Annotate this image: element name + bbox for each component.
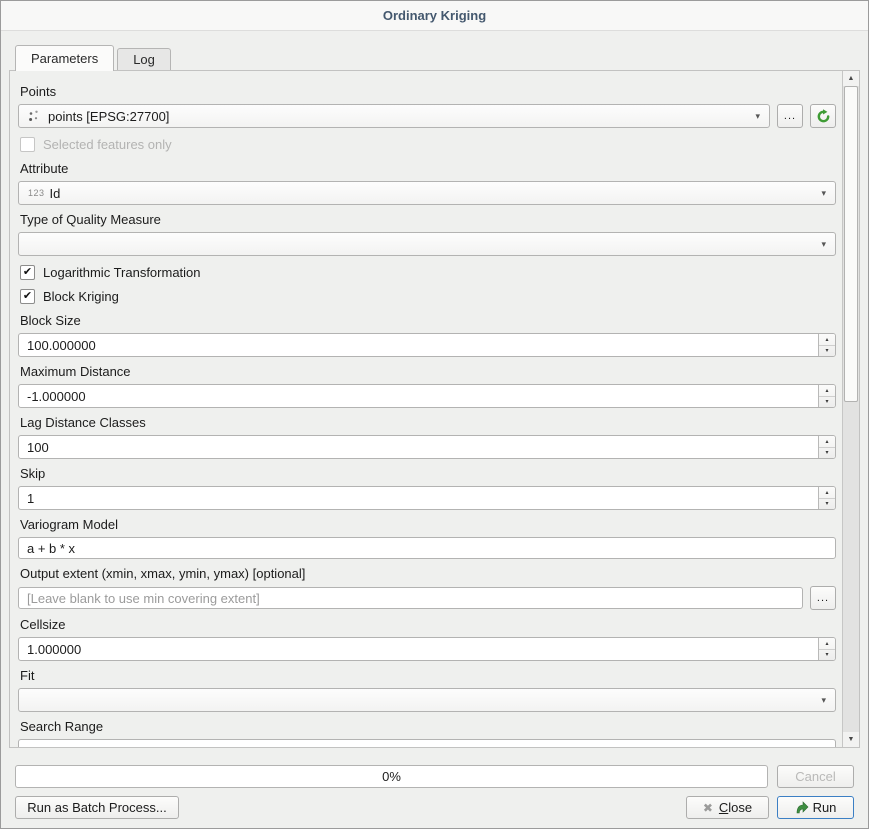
points-browse-button[interactable]: ...: [777, 104, 803, 128]
quality-measure-combobox[interactable]: [18, 232, 836, 256]
cellsize-value: 1.000000: [27, 641, 82, 657]
block-kriging-label: Block Kriging: [43, 289, 119, 304]
selected-features-checkbox[interactable]: [20, 137, 35, 152]
logarithmic-transformation-checkbox[interactable]: [20, 265, 35, 280]
tab-log[interactable]: [117, 48, 171, 70]
skip-spinbox[interactable]: [18, 486, 836, 510]
dialog-title: Ordinary Kriging: [382, 8, 487, 23]
lag-distance-classes-value: 100: [27, 439, 49, 455]
scroll-up-icon[interactable]: ▲: [843, 71, 859, 86]
points-label: Points: [20, 84, 57, 99]
point-layer-icon: [28, 110, 41, 123]
spin-down-icon[interactable]: ▾: [825, 348, 829, 355]
tab-log-label: Log: [133, 52, 155, 67]
close-button-label: Close: [718, 800, 753, 815]
points-iterate-button[interactable]: [810, 104, 836, 128]
cellsize-label: Cellsize: [20, 617, 66, 632]
cellsize-spinbox[interactable]: [18, 637, 836, 661]
block-size-spin-buttons[interactable]: [818, 334, 835, 356]
chevron-down-icon: ▾: [821, 238, 826, 249]
scroll-down-icon[interactable]: ▼: [843, 732, 859, 747]
spin-up-icon[interactable]: ▴: [819, 487, 835, 499]
skip-value: 1: [27, 490, 35, 506]
output-extent-placeholder: [Leave blank to use min covering extent]: [27, 590, 260, 606]
parameters-scroll-content: [10, 71, 842, 747]
output-extent-label: Output extent (xmin, xmax, ymin, ymax) [optional]: [20, 566, 306, 581]
run-as-batch-label: Run as Batch Process...: [27, 800, 167, 815]
block-size-label: Block Size: [20, 313, 81, 328]
scrollbar-thumb[interactable]: [844, 86, 858, 402]
spin-down-icon[interactable]: ▾: [825, 501, 829, 508]
maximum-distance-spinbox[interactable]: [18, 384, 836, 408]
check-icon: ✔: [22, 290, 33, 302]
variogram-model-value: a + b * x: [27, 540, 76, 556]
points-value: points [EPSG:27700]: [48, 108, 170, 124]
tab-parameters-label: Parameters: [31, 50, 99, 66]
chevron-down-icon: ▾: [821, 187, 826, 198]
spin-up-icon[interactable]: ▴: [819, 334, 835, 346]
spin-up-icon[interactable]: ▴: [819, 385, 835, 397]
maximum-distance-spin-buttons[interactable]: [818, 385, 835, 407]
numeric-field-icon: 123: [28, 188, 45, 198]
spin-up-icon[interactable]: ▴: [819, 638, 835, 650]
cellsize-spin-buttons[interactable]: [818, 638, 835, 660]
vertical-scrollbar[interactable]: [842, 71, 859, 747]
logarithmic-transformation-label: Logarithmic Transformation: [43, 265, 201, 280]
selected-features-label: Selected features only: [43, 137, 172, 152]
close-button[interactable]: [686, 796, 769, 819]
run-as-batch-button[interactable]: [15, 796, 179, 819]
refresh-icon: [816, 109, 831, 124]
progress-text: 0%: [382, 769, 401, 784]
tab-parameters[interactable]: [15, 45, 114, 71]
skip-spin-buttons[interactable]: [818, 487, 835, 509]
cancel-button-label: Cancel: [795, 769, 836, 784]
variogram-model-input[interactable]: [18, 537, 836, 559]
check-icon: ✔: [22, 266, 33, 278]
scrollbar-track[interactable]: [843, 86, 859, 732]
spin-down-icon[interactable]: ▾: [825, 652, 829, 659]
points-combobox[interactable]: [18, 104, 770, 128]
attribute-label: Attribute: [20, 161, 69, 176]
search-range-label: Search Range: [20, 719, 104, 734]
run-button-label: Run: [812, 800, 837, 815]
output-extent-input[interactable]: [18, 587, 803, 609]
output-extent-browse-button[interactable]: ...: [810, 586, 836, 610]
lag-distance-classes-spin-buttons[interactable]: [818, 436, 835, 458]
search-range-input-clipped[interactable]: [18, 739, 836, 747]
run-arrow-icon: [795, 801, 809, 815]
dialog-footer: [15, 765, 854, 819]
tab-bar: [15, 44, 868, 70]
cancel-button[interactable]: [777, 765, 854, 788]
maximum-distance-label: Maximum Distance: [20, 364, 131, 379]
quality-measure-label: Type of Quality Measure: [20, 212, 161, 227]
dialog-titlebar: [1, 1, 868, 31]
block-kriging-checkbox[interactable]: [20, 289, 35, 304]
lag-distance-classes-spinbox[interactable]: [18, 435, 836, 459]
lag-distance-classes-label: Lag Distance Classes: [20, 415, 146, 430]
spin-down-icon[interactable]: ▾: [825, 450, 829, 457]
chevron-down-icon: ▾: [821, 694, 826, 705]
fit-label: Fit: [20, 668, 35, 683]
block-size-spinbox[interactable]: [18, 333, 836, 357]
chevron-down-icon: ▾: [755, 110, 760, 121]
spin-down-icon[interactable]: ▾: [825, 399, 829, 406]
attribute-combobox[interactable]: [18, 181, 836, 205]
variogram-model-label: Variogram Model: [20, 517, 119, 532]
skip-label: Skip: [20, 466, 46, 481]
run-button[interactable]: [777, 796, 854, 819]
attribute-value: Id: [49, 185, 61, 201]
close-x-icon: ✖: [702, 800, 713, 815]
block-size-value: 100.000000: [27, 337, 96, 353]
progress-bar: [15, 765, 768, 788]
parameters-panel: [9, 70, 860, 748]
fit-combobox[interactable]: [18, 688, 836, 712]
spin-up-icon[interactable]: ▴: [819, 436, 835, 448]
maximum-distance-value: -1.000000: [27, 388, 86, 404]
